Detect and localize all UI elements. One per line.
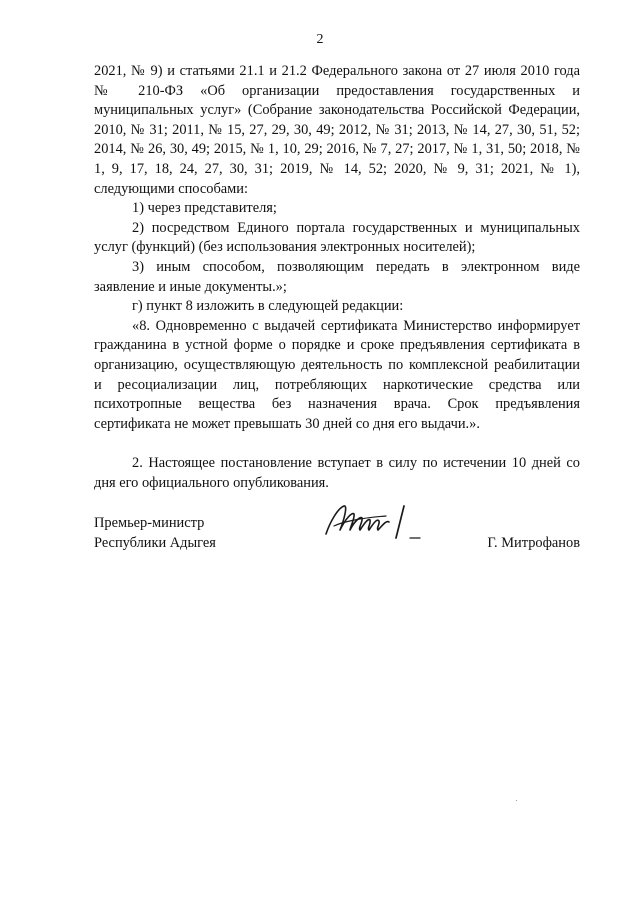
paragraph-spacer (94, 434, 580, 454)
list-item-other-method: 3) иным способом, позволяющим передать в электронном виде заявление и иные документы.»; (94, 258, 580, 295)
list-item-representative: 1) через представителя; (132, 200, 277, 217)
signatory-title-line-1: Премьер-министр (94, 515, 205, 531)
signatory-title (94, 514, 216, 553)
scan-speck (516, 800, 517, 801)
paragraph-point-8-intro: г) пункт 8 изложить в следующей редакции: (132, 298, 404, 315)
paragraph-point-8-text: «8. Одновременно с выдачей сертификата Министерство информирует гражданина в устной форме о порядке и сроке предъявления сертификата в организацию, осуществляющую деятельность по комплексной реабилитации и ресоциализации лиц, потребляющих наркотические средства или психотропные вещества без назначения врача. Срок предъявления сертификата не может превышать 30 дней со дня его выдачи.». (94, 317, 580, 432)
handwritten-signature-icon (320, 500, 430, 544)
page-number: 2 (316, 32, 324, 47)
paragraph-continuation: 2021, № 9) и статьями 21.1 и 21.2 Федерального закона от 27 июля 2010 года № 210-ФЗ «Об организации предоставления государственных и муниципальных услуг» (Собрание законодательства Российской Федерации, 2010, № 31; 2011, № 15, 27, 29, 30, 49; 2012, № 31; 2013, № 14, 27, 30, 51, 52; 2014, № 26, 30, 49; 2015, № 1, 10, 29; 2016, № 7, 27; 2017, № 1, 31, 50; 2018, № 1, 9, 17, 18, 24, 27, 30, 31; 2019, № 14, 52; 2020, № 9, 31; 2021, № 1), следующими способами: (94, 63, 580, 197)
signature-block (94, 514, 580, 564)
signatory-name: Г. Митрофанов (487, 534, 580, 551)
paragraph-entry-into-force: 2. Настоящее постановление вступает в силу по истечении 10 дней со дня его официального опубликования. (94, 455, 580, 491)
signatory-title-line-2: Республики Адыгея (94, 534, 216, 551)
list-item-unified-portal: 2) посредством Единого портала государственных и муниципальных услуг (функций) (без использования электронных носителей); (94, 219, 580, 256)
document-body (94, 62, 580, 493)
